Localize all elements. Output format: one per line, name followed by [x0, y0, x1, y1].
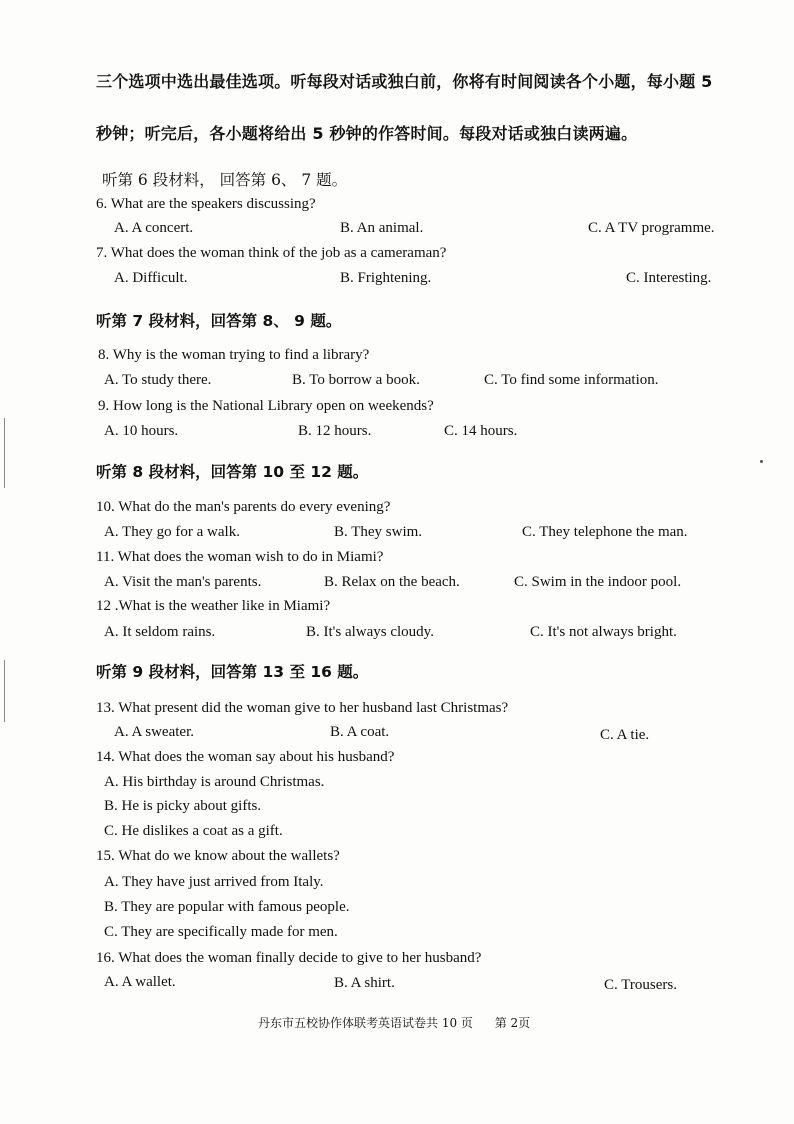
question-12-option-a: A. It seldom rains.: [104, 624, 216, 640]
section-heading-9: 听第 9 段材料，回答第 13 至 16 题。: [96, 663, 369, 681]
question-6: 6. What are the speakers discussing?: [96, 196, 316, 212]
scan-margin-mark: [4, 418, 5, 488]
question-14-option-b: B. He is picky about gifts.: [104, 798, 262, 814]
instructions: [96, 56, 766, 160]
question-6-option-b: B. An animal.: [340, 220, 424, 236]
question-10: 10. What do the man's parents do every evening?: [96, 499, 391, 515]
question-9-option-b: B. 12 hours.: [298, 423, 372, 439]
question-13-option-a: A. A sweater.: [114, 724, 194, 740]
question-9-option-a: A. 10 hours.: [104, 423, 179, 439]
question-12-option-b: B. It's always cloudy.: [306, 624, 434, 640]
question-12-option-c: C. It's not always bright.: [530, 624, 677, 640]
question-10-option-b: B. They swim.: [334, 524, 423, 540]
question-15: 15. What do we know about the wallets?: [96, 848, 340, 864]
question-15-option-b: B. They are popular with famous people.: [104, 899, 350, 915]
question-14-option-c: C. He dislikes a coat as a gift.: [104, 823, 283, 839]
question-13: 13. What present did the woman give to her husband last Christmas?: [96, 700, 509, 716]
question-10-option-c: C. They telephone the man.: [522, 524, 688, 540]
question-15-option-c: C. They are specifically made for men.: [104, 924, 338, 940]
question-9-option-c: C. 14 hours.: [444, 423, 518, 439]
question-8: 8. Why is the woman trying to find a library?: [98, 347, 370, 363]
scan-margin-mark: [4, 660, 5, 722]
question-16-option-b: B. A shirt.: [334, 975, 395, 991]
section-heading-7: 听第 7 段材料，回答第 8、 9 题。: [96, 312, 342, 330]
question-16-option-c: C. Trousers.: [604, 977, 677, 993]
question-11-option-b: B. Relax on the beach.: [324, 574, 460, 590]
question-10-option-a: A. They go for a walk.: [104, 524, 240, 540]
question-7-option-b: B. Frightening.: [340, 270, 432, 286]
question-7: 7. What does the woman think of the job as a cameraman?: [96, 245, 447, 261]
instructions-line-2: 秒钟；听完后，各小题将给出 5 秒钟的作答时间。每段对话或独白读两遍。: [96, 124, 638, 143]
instructions-line-1: 三个选项中选出最佳选项。听每段对话或独白前，你将有时间阅读各个小题，每小题 5: [96, 72, 713, 91]
question-16: 16. What does the woman finally decide to give to her husband?: [96, 950, 482, 966]
question-7-option-c: C. Interesting.: [626, 270, 712, 286]
question-14-option-a: A. His birthday is around Christmas.: [104, 774, 325, 790]
question-11-option-c: C. Swim in the indoor pool.: [514, 574, 682, 590]
question-9: 9. How long is the National Library open on weekends?: [98, 398, 434, 414]
section-heading-6: 听第 6 段材料， 回答第 6、 7 题。: [102, 171, 348, 189]
scan-dot: [760, 460, 763, 463]
question-8-option-c: C. To find some information.: [484, 372, 659, 388]
question-13-option-c: C. A tie.: [600, 727, 650, 743]
question-6-option-c: C. A TV programme.: [588, 220, 715, 236]
question-16-option-a: A. A wallet.: [104, 974, 176, 990]
question-13-option-b: B. A coat.: [330, 724, 390, 740]
question-14: 14. What does the woman say about his husband?: [96, 749, 395, 765]
section-heading-8: 听第 8 段材料，回答第 10 至 12 题。: [96, 463, 369, 481]
question-8-option-a: A. To study there.: [104, 372, 212, 388]
question-11: 11. What does the woman wish to do in Miami?: [96, 549, 384, 565]
page-footer: [258, 1014, 548, 1031]
question-6-option-a: A. A concert.: [114, 220, 194, 236]
question-12: 12 .What is the weather like in Miami?: [96, 598, 331, 614]
question-15-option-a: A. They have just arrived from Italy.: [104, 874, 324, 890]
question-7-option-a: A. Difficult.: [114, 270, 188, 286]
question-8-option-b: B. To borrow a book.: [292, 372, 420, 388]
question-11-option-a: A. Visit the man's parents.: [104, 574, 262, 590]
footer-title: 丹东市五校协作体联考英语试卷共 10 页: [258, 1016, 473, 1030]
footer-page-number: 第 2页: [494, 1016, 531, 1030]
